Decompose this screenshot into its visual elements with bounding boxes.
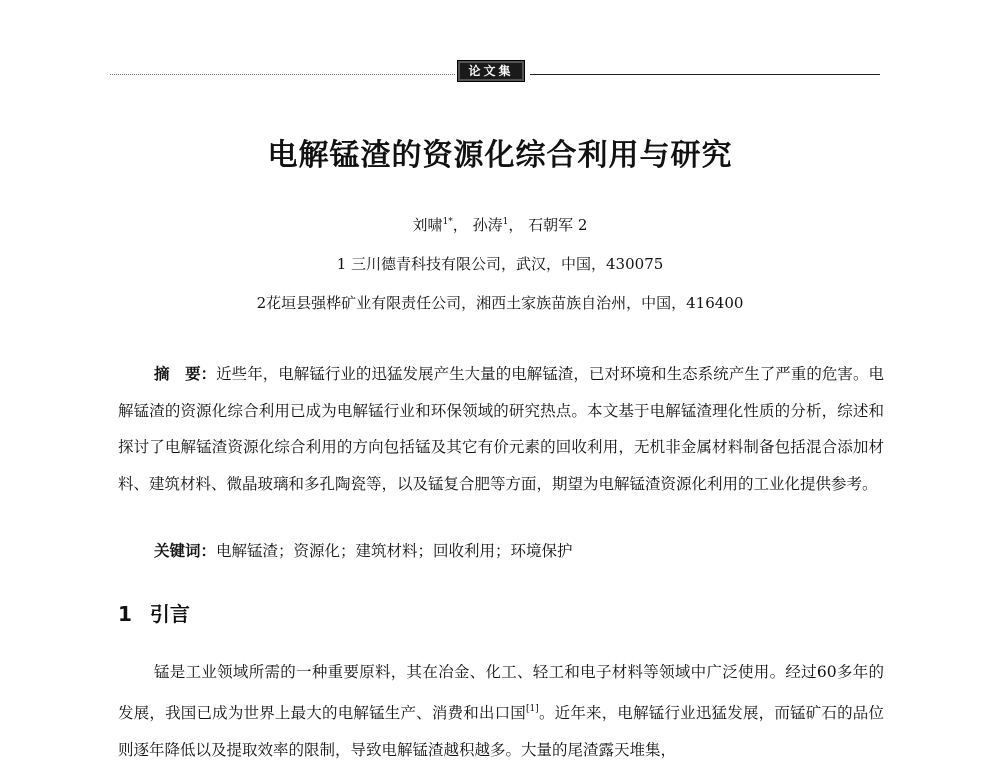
- section-heading: [118, 598, 190, 627]
- affiliation-2: 2花垣县强桦矿业有限责任公司，湘西土家族苗族自治州，中国，416400: [256, 294, 744, 312]
- header-solid-line: [530, 74, 880, 75]
- keywords: [154, 540, 884, 562]
- author-affil-mark: 1*: [442, 217, 453, 227]
- paragraph-text: 锰是工业领域所需的一种重要原料，其在冶金、化工、轻工和电子材料等领域中广泛使用。经过60多年的发展，我国已成为世界上最大的电解锰生产、消费和出口国: [118, 663, 884, 722]
- header-dotted-line: [110, 74, 455, 75]
- section-number: 1: [118, 602, 132, 626]
- abstract-text: 近些年，电解锰行业的迅猛发展产生大量的电解锰渣，已对环境和生态系统产生了严重的危害。电解锰渣的资源化综合利用已成为电解锰行业和环保领域的研究热点。本文基于电解锰渣理化性质的分析，综述和探讨了电解锰渣资源化综合利用的方向包括锰及其它有价元素的回收利用，无机非金属材料制备包括混合添加材料、建筑材料、微晶玻璃和多孔陶瓷等，以及锰复合肥等方面，期望为电解锰渣资源化利用的工业化提供参考。: [118, 365, 884, 493]
- body-paragraph: [118, 654, 884, 769]
- section-badge: 论文集: [457, 60, 525, 82]
- author-affil-mark: 1: [502, 217, 509, 227]
- keywords-text: 电解锰渣；资源化；建筑材料；回收利用；环境保护: [216, 542, 573, 560]
- author-name: 石朝军 2: [528, 216, 588, 234]
- abstract-label: 摘 要：: [154, 365, 217, 383]
- author-name: 刘啸: [412, 216, 443, 234]
- author-separator: ，: [452, 216, 468, 234]
- keywords-label: 关键词：: [154, 542, 217, 560]
- paragraph-text-continued: 。近年来，电解锰行业迅猛发展，而锰矿石的品位则逐年降低以及提取效率的限制，导致电解锰渣越积越多。大量的尾渣露天堆集，: [118, 704, 884, 759]
- abstract: [118, 356, 884, 502]
- affiliation-1: 1 三川德青科技有限公司，武汉，中国，430075: [336, 255, 664, 273]
- author-separator: ，: [508, 216, 524, 234]
- author-name: 孙涛: [472, 216, 503, 234]
- citation-ref: [1]: [526, 704, 539, 714]
- section-title: 引言: [149, 602, 190, 626]
- paper-title: 电解锰渣的资源化综合利用与研究: [267, 138, 733, 173]
- author-line: [0, 214, 1000, 235]
